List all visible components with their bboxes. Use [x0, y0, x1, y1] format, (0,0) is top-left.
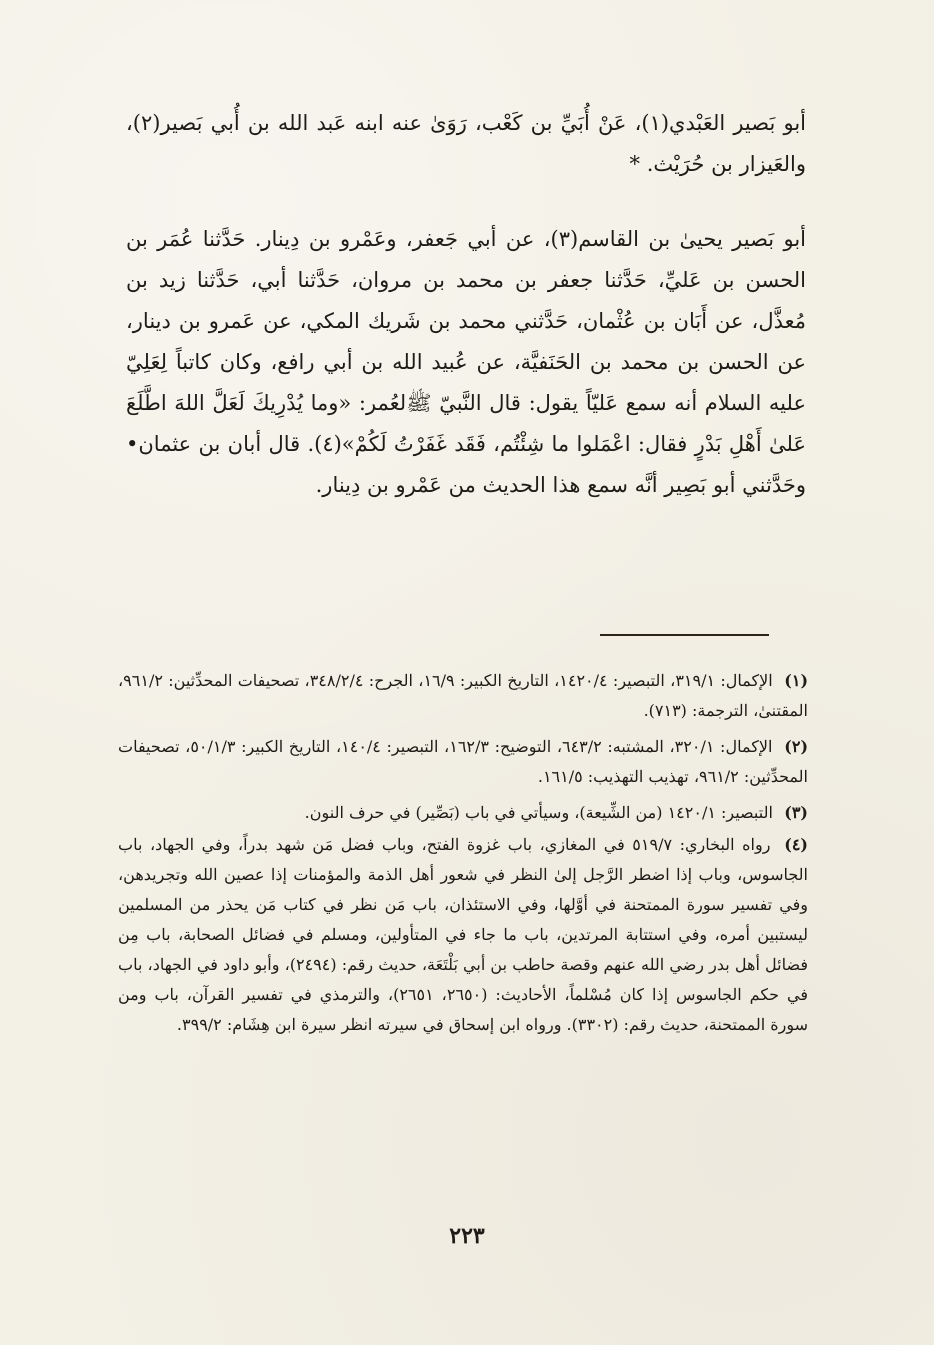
biographical-entry-2: [126, 219, 806, 506]
footnote-2: [118, 732, 808, 792]
footnote-marker: (٣): [784, 803, 808, 822]
entry-paragraph-2: أبو بَصير يحيىٰ بن القاسم(٣)، عن أبي جَعفر، وعَمْرو بن دِينار. حَدَّثنا عُمَر بن الحسن بن عَليِّ، حَدَّثنا جعفر بن محمد بن مروان، حَدَّثنا أبي، حَدَّثنا زيد بن مُعذَّل، عن أَبَان بن عُثْمان، حَدَّثني محمد بن شَريك المكي، عن عَمرو بن دينار، عن الحسن بن محمد بن الحَنَفيَّة، عن عُبيد الله بن أبي رافع، وكان كاتباً لِعَلِيّ عليه السلام أنه سمع عَليّاً يقول: قال النَّبيّ ﷺلعُمر: «وما يُدْرِيكَ لَعَلَّ اللهَ اطَّلَعَ عَلىٰ أَهْلِ بَدْرٍ فقال: اعْمَلوا ما شِئْتُم، فَقَد غَفَرْتُ لَكُمْ»(٤). قال أبان بن عثمان• وحَدَّثني أبو بَصِير أنَّه سمع هذا الحديث من عَمْرو بن دِينار.: [126, 227, 807, 497]
footnote-divider: [600, 634, 769, 636]
footnote-text: الإكمال: ٣١٩/١، التبصير: ١٤٢٠/٤، التاريخ الكبير: ١٦/٩، الجرح: ٣٤٨/٢/٤، تصحيفات المحدِّثين: ٩٦١/٢، المقتنىٰ، الترجمة: (٧١٣).: [118, 671, 808, 720]
footnote-4: [118, 830, 808, 1040]
page-number: ٢٢٣: [449, 1223, 485, 1249]
footnote-marker: (٤): [784, 835, 808, 854]
footnote-text: رواه البخاري: ٥١٩/٧ في المغازي، باب غزوة الفتح، وباب فضل مَن شهد بدراً، وفي الجهاد، باب الجاسوس، وباب إذا اضطر الرَّجل إلىٰ النظر في شعور أهل الذمة والمؤمنات إذا عصين الله وتجريدهن، وفي تفسير سورة الممتحنة في أوَّلها، وفي الاستئذان، باب مَن نظر في كتاب مَن يحذر من المسلمين ليستبين أمره، وفي استتابة المرتدين، باب ما جاء في المتأولين، ومسلم في فضائل الصحابة، باب مِن فضائل أهل بدر رضي الله عنهم وقصة حاطب بن أبي بَلْتَعَة، حديث رقم: (٢٤٩٤)، وأبو داود في الجهاد، باب في حكم الجاسوس إذا كان مُسْلماً، الأحاديث: (٢٦٥٠، ٢٦٥١)، والترمذي في تفسير القرآن، باب ومن سورة الممتحنة، حديث رقم: (٣٣٠٢). ورواه ابن إسحاق في سيرته انظر سيرة ابن هِشَام: ٣٩٩/٢.: [118, 835, 809, 1034]
entry-paragraph-1: أبو بَصير العَبْدي(١)، عَنْ أُبَيِّ بن كَعْب، رَوَىٰ عنه ابنه عَبد الله بن أُبي بَصير(٢)، والعَيزار بن حُرَيْث. *: [126, 111, 806, 176]
footnote-1: [118, 666, 808, 726]
footnote-3: [118, 798, 808, 828]
footnotes-section: [118, 666, 808, 1040]
footnote-marker: (١): [784, 671, 809, 690]
biographical-entry-1: [126, 103, 806, 185]
footnote-text: الإكمال: ٣٢٠/١، المشتبه: ٦٤٣/٢، التوضيح: ١٦٢/٣، التبصير: ١٤٠/٤، التاريخ الكبير: ٥٠/١/٣، تصحيفات المحدِّثين: ٩٦١/٢، تهذيب التهذيب: ١٦١/٥.: [118, 737, 808, 786]
footnote-text: التبصير: ١٤٢٠/١ (من الشِّيعة)، وسيأتي في باب (بَصِّير) في حرف النون.: [304, 803, 773, 822]
footnote-marker: (٢): [784, 737, 809, 756]
